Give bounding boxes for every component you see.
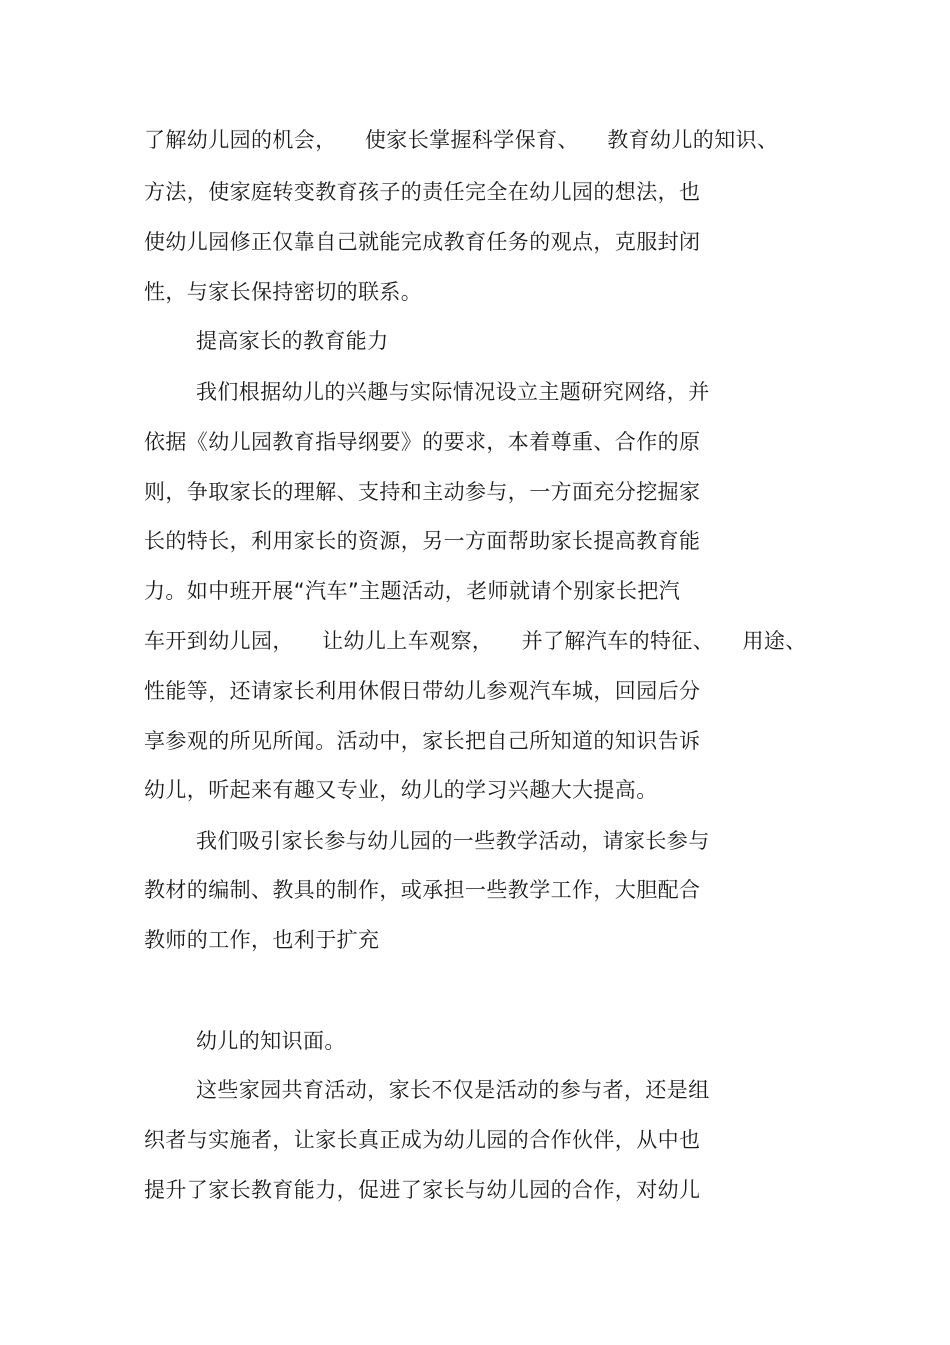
text-line: 方法，使家庭转变教育孩子的责任完全在幼儿园的想法，也 <box>144 180 701 204</box>
text-line: 车开到幼儿园， 让幼儿上车观察， 并了解汽车的特征、 用途、 <box>144 629 807 653</box>
text-line: 织者与实施者，让家长真正成为幼儿园的合作伙伴，从中也 <box>144 1128 701 1152</box>
text-line: 幼儿，听起来有趣又专业，幼儿的学习兴趣大大提高。 <box>144 778 658 802</box>
text-line: 我们根据幼儿的兴趣与实际情况设立主题研究网络，并 <box>196 380 710 404</box>
text-line: 则，争取家长的理解、支持和主动参与，一方面充分挖掘家 <box>144 480 701 504</box>
text-line: 享参观的所见所闻。活动中，家长把自己所知道的知识告诉 <box>144 729 701 753</box>
text-line: 使幼儿园修正仅靠自己就能完成教育任务的观点，克服封闭 <box>144 230 701 254</box>
text-line: 这些家园共育活动，家长不仅是活动的参与者，还是组 <box>196 1078 710 1102</box>
text-line: 教材的编制、教具的制作，或承担一些教学工作，大胆配合 <box>144 878 701 902</box>
text-line: 性，与家长保持密切的联系。 <box>144 280 423 304</box>
text-line: 幼儿的知识面。 <box>196 1029 346 1053</box>
text-line: 性能等，还请家长利用休假日带幼儿参观汽车城，回园后分 <box>144 679 701 703</box>
text-line: 教师的工作，也利于扩充 <box>144 928 380 952</box>
text-line: 依据《幼儿园教育指导纲要》的要求，本着尊重、合作的原 <box>144 430 701 454</box>
text-line: 力。如中班开展“汽车”主题活动，老师就请个别家长把汽 <box>144 579 681 603</box>
section-heading: 提高家长的教育能力 <box>196 329 389 353</box>
text-line: 长的特长，利用家长的资源，另一方面帮助家长提高教育能 <box>144 529 701 553</box>
text-line: 我们吸引家长参与幼儿园的一些教学活动，请家长参与 <box>196 829 710 853</box>
text-line: 了解幼儿园的机会， 使家长掌握科学保育、 教育幼儿的知识、 <box>144 128 779 152</box>
text-line: 提升了家长教育能力，促进了家长与幼儿园的合作，对幼儿 <box>144 1178 701 1202</box>
